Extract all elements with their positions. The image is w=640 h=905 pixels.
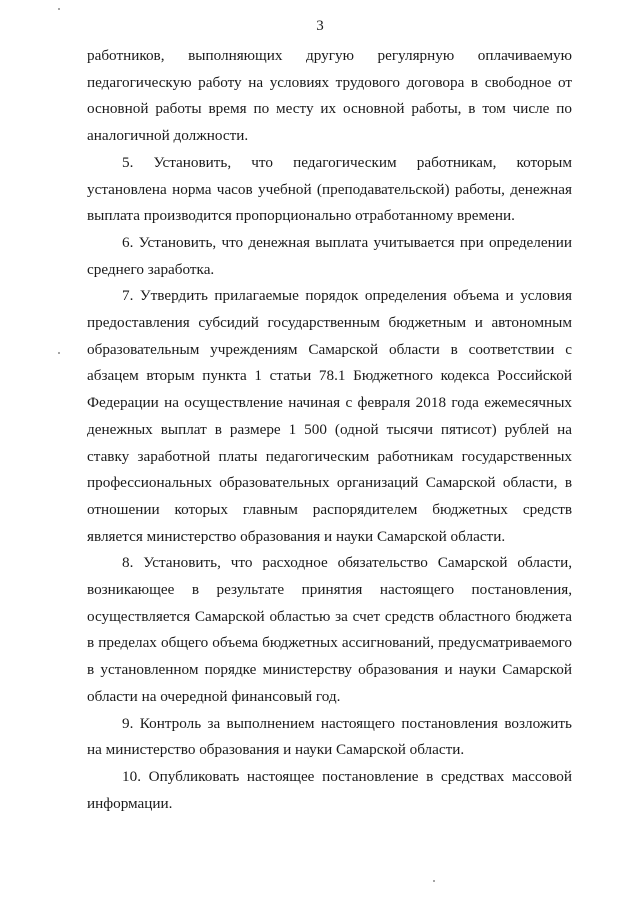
page-number: 3 — [316, 18, 324, 34]
paragraph-item-5: 5. Установить, что педагогическим работникам, которым установлена норма часов учебной (преподавательской) работы, денежная выплата производится пропорционально отработанному времени. — [87, 153, 572, 225]
scan-speck — [433, 880, 435, 882]
paragraph-item-6: 6. Установить, что денежная выплата учитывается при определении среднего заработка. — [87, 233, 572, 278]
paragraph-continuation: работников, выполняющих другую регулярную оплачиваемую педагогическую работу на условиях трудового договора в свободное от основной работы время по месту их основной работы, в том числе по аналогичной должности. — [87, 47, 572, 145]
scan-speck — [58, 8, 60, 10]
paragraph-item-8: 8. Установить, что расходное обязательство Самарской области, возникающее в результате принятия настоящего постановления, осуществляется Самарской областью за счет средств областного бюджета в пределах общего объема бюджетных ассигнований, предусматриваемого в установленном порядке министерству образования и науки Самарской области на очередной финансовый год. — [87, 554, 572, 705]
paragraph-item-7: 7. Утвердить прилагаемые порядок определения объема и условия предоставления субсидий государственным бюджетным и автономным образовательным учреждениям Самарской области в соответствии с абзацем вторым пункта 1 статьи 78.1 Бюджетного кодекса Российской Федерации на осуществление начиная с февраля 2018 года ежемесячных денежных выплат в размере 1 500 (одной тысячи пятисот) рублей на ставку заработной платы педагогическим работникам государственных профессиональных образовательных организаций Самарской области, в отношении которых главным распорядителем бюджетных средств является министерство образования и науки Самарской области. — [87, 287, 572, 545]
paragraph-item-10: 10. Опубликовать настоящее постановление в средствах массовой информации. — [87, 767, 572, 812]
document-body — [87, 43, 572, 817]
scan-speck — [58, 352, 60, 354]
paragraph-item-9: 9. Контроль за выполнением настоящего постановления возложить на министерство образования и науки Самарской области. — [87, 714, 572, 759]
